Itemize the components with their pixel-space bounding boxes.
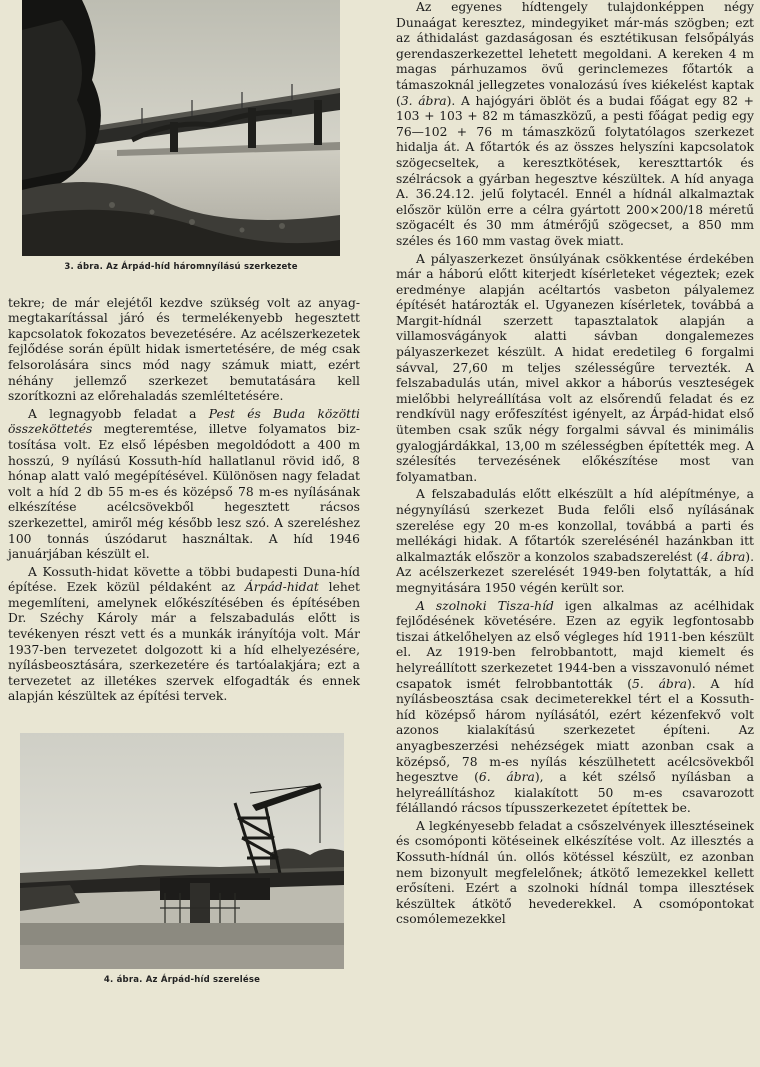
arpad-bridge-photo xyxy=(22,0,340,256)
text-run: ). A híd nyílásbeosztása csak decimeterekkel tért el a Kossuth-híd középső három nyílásától, ezért kézenfekvő volt azonos kialakítású szerkezetet építeni. Az anyagbeszerzési nehézségek miatt azonban csak a középső, 78 m-es nyílás készülhetett acélcsövekből hegesztve ( xyxy=(396,676,754,785)
text-run: Az egyenes hídtengely tulajdonképpen négy Dunaágat keresztez, mindegyiket már-más szögben; ezt az áthidalást gazdaságosan és esztétikusan felsőpályás gerendaszerkezettel lehetett megoldani. A kereken 4 m magas párhuzamos övű gerinclemezes főtartók a támaszoknál jellegzetes vonalozású íves kiékelést kaptak ( xyxy=(396,0,754,108)
paragraph xyxy=(8,565,360,705)
paragraph: tekre; de már elejétől kezdve szükség volt az anyagmegtakarítással járó és termelékenyebb hegesztett kapcsolatok fokozatos bevezetésére. Az acélszerkezetek fejlődése során épült hidak ismertetésére, de még csak felsorolására sincs mód nagy számuk miatt, ezért néhány jellemző szerkezet bemutatására kell szorítkozni az előrehaladás szemléltetésére. xyxy=(8,295,360,404)
paragraph xyxy=(396,487,754,596)
emphasis: 4. ábra xyxy=(701,549,746,564)
right-column xyxy=(396,0,754,928)
emphasis: 5. ábra xyxy=(632,676,687,691)
text-run: ). Az acélszerkezet szerelését 1949-ben folytatták, a híd megnyitására 1950 végén került sor. xyxy=(396,549,754,595)
text-run: lehet megemlíteni, amelynek előkészítésében és építésében Dr. Széchy Károly már a felszabadulás előtt is tevékenyen részt vett és a munkák irányítója volt. Már 1937-ben tervezetet dolgozott ki a híd elhelyezésére, nyílásbeosztására, szerkezetére és tartóalakjára; ezt a tervezetet az illetékes szervek elfogadták és ennek alapján készültek az építési tervek. xyxy=(8,580,360,704)
figure-4 xyxy=(20,733,344,989)
paragraph xyxy=(396,599,754,817)
emphasis: A szolnoki Tisza-híd xyxy=(416,598,554,613)
text-run: A legnagyobb feladat a xyxy=(28,406,209,421)
text-run: A felszabadulás előtt elkészült a híd alépítménye, a négynyílású szerkezet Buda felőli első nyílásának szerelése egy 20 m-es konzollal, továbbá a parti és mellékági hidak. A főtartók szerelésénél hazánkban itt alkalmazták először a konzolos szabadszerelést ( xyxy=(396,487,754,564)
text-run: ). A hajógyári öblöt és a budai főágat egy 82 + 103 + 103 + 82 m támaszközű, a pesti főágat pedig egy 76—102 + 76 m támaszközű folytatólagos szerkezet hidalja át. A főtartók és az összes helyszíni kapcsolatok szögecseltek, a keresztkötések, kereszttartók és szélrácsok a gyárban hegesztve készültek. A híd anyaga A. 36.24.12. jelű folytacél. Ennél a hídnál alkalmaztak először külön erre a célra gyártott 200×200/18 méretű szögacélt és 30 mm átmérőjű szögecset, a 850 mm széles és 160 mm vastag övek miatt. xyxy=(396,93,754,248)
paragraph: A legkényesebb feladat a csőszelvények illesztéseinek és csomóponti kötéseinek elkészítése volt. Az illesztés a Kossuth-hídnál ún. ollós kötéssel készült, ez azonban nem bizonyult megfelelőnek; átkötő lemezekkel kellett erősíteni. Ezért a szolnoki hídnál tompa illesztések készültek átkötő hevederekkel. A csomópontokat csomólemezekkel xyxy=(396,818,754,927)
paragraph xyxy=(8,407,360,563)
text-run: megteremtése, illetve folyamatos biztosítása volt. Ez első lépésben megoldódott a 400 m hosszú, 9 nyílású Kossuth-híd hallatlanul rövid idő, 8 hónap alatt való megépítésével. Különösen nagy feladat volt a híd 2 db 55 m-es és középső 78 m-es nyílásának elkészítése acélcsövekből hegesztett rácsos szerkezettel, amiről még később lesz szó. A szereléshez 100 tonnás úszódarut használtak. A híd 1946 januárjában készült el. xyxy=(8,422,360,562)
text-run: igen alkalmas az acélhidak fejlődésének követésére. Ezen az egyik legfontosabb tiszai átkelőhelyen az első végleges híd 1911-ben készült el. Az 1919-ben felrobbantott, majd kiemelt és helyreállított szerkezetet 1944-ben a visszavonuló német csapatok ismét felrobbantották ( xyxy=(396,598,754,691)
emphasis: 6. ábra xyxy=(478,770,535,785)
emphasis: 3. ábra xyxy=(400,93,447,108)
text-run: ), a két szélső nyílásban a helyreállításhoz kialakított 50 m-es csavarozott félállandó rácsos típusszerkezetet építettek be. xyxy=(396,770,754,816)
paragraph: A pályaszerkezet önsúlyának csökkentése érdekében már a háború előtt kiterjedt kísérleteket végeztek; ezek eredménye alapján acéltartós vasbeton pályalemez építését határozták el. Ugyanezen kísérletek, továbbá a Margit-hídnál szerzett tapasztalatok alapján a villamosvágányok alatti sávban dongalemezes pályaszerkezet készült. A hidat eredetileg 6 forgalmi sávval, 27,60 m teljes szélességűre tervezték. A felszabadulás után, mivel akkor a háborús veszteségek mielőbbi helyreállítása volt az elsőrendű feladat és ez rendkívül nagy erőfeszítést igényelt, az Árpád-hidat első ütemben csak szűk négy forgalmi sávval és minimális gyalogjárdákkal, 13,00 m szélességben építették meg. A szélesítés tervezésének előkészítése most van folyamatban. xyxy=(396,251,754,484)
figure-3-caption: 3. ábra. Az Árpád-híd háromnyílású szerkezete xyxy=(64,262,298,272)
emphasis: Árpád-hidat xyxy=(244,580,319,595)
bridge-photo-drawing xyxy=(22,0,340,256)
paragraph xyxy=(396,0,754,250)
figure-3 xyxy=(22,0,340,276)
emphasis: Pest és Buda közötti összeköttetés xyxy=(8,406,360,437)
crane-photo-drawing xyxy=(20,733,344,969)
bridge-erection-photo xyxy=(20,733,344,969)
text-run: A Kossuth-hidat követte a többi budapesti Duna-híd építése. Ezek közül példaként az xyxy=(8,564,360,595)
left-column xyxy=(8,0,360,989)
figure-4-caption: 4. ábra. Az Árpád-híd szerelése xyxy=(103,975,261,986)
